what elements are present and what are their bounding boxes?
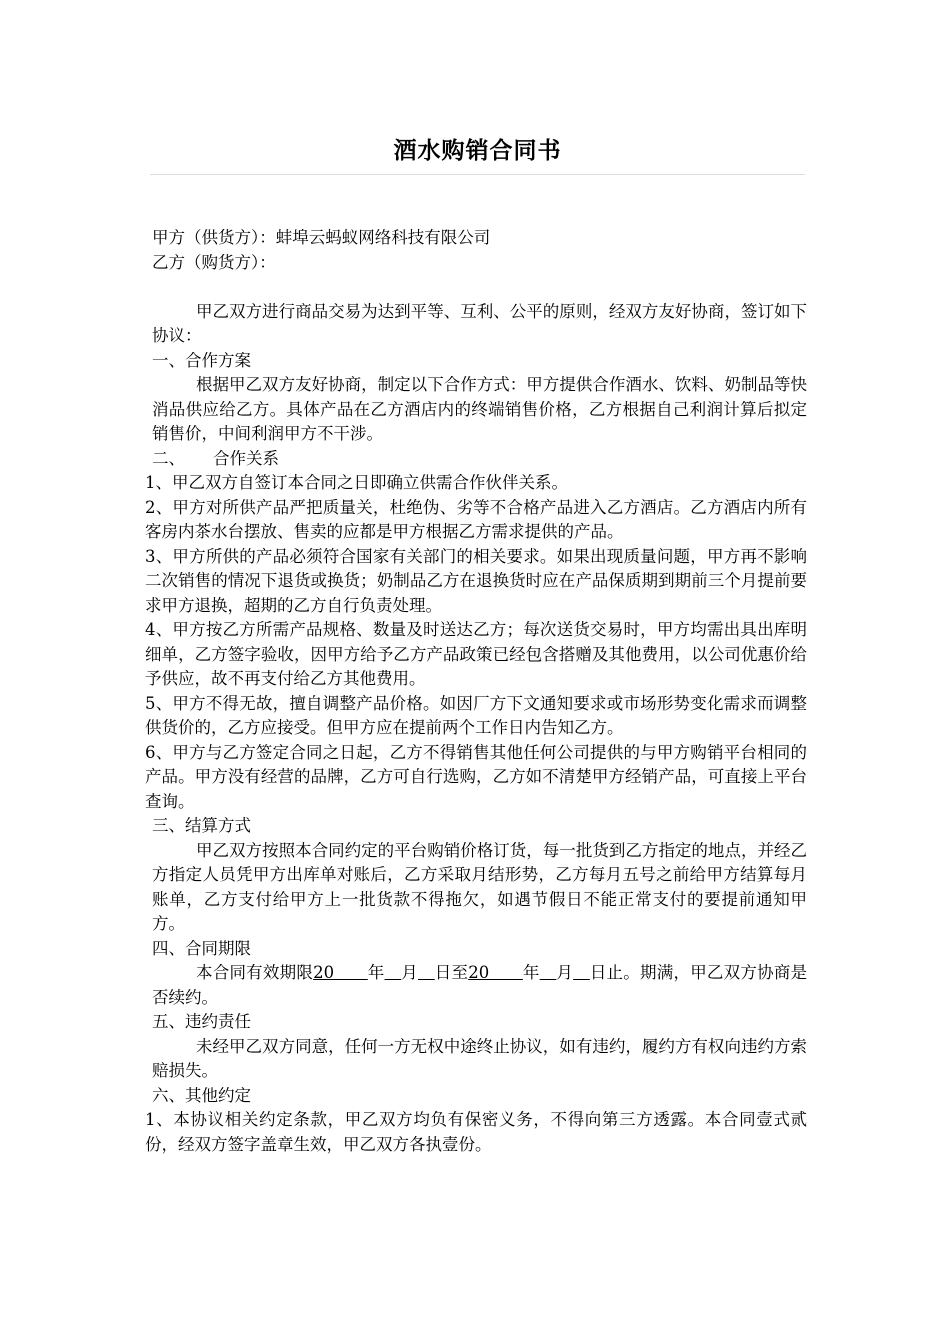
section-3-heading: 三、结算方式 — [152, 816, 251, 835]
term-text-g: 日止。期满，甲乙双方协商是否续约。 — [152, 963, 808, 1007]
party-b-line: 乙方（购货方）： — [152, 252, 276, 272]
section-1-body: 根据甲乙双方友好协商，制定以下合作方式：甲方提供合作酒水、饮料、奶制品等快消品供应给乙方。具体产品在乙方酒店内的终端销售价格，乙方根据自己利润计算后拟定销售价，中间利润甲方不干涉。 — [152, 375, 807, 443]
section-5-heading: 五、违约责任 — [152, 1012, 251, 1031]
contract-body — [145, 226, 807, 1157]
end-year-blank: 20 — [468, 963, 523, 982]
section-2-item-4: 4、甲方按乙方所需产品规格、数量及时送达乙方；每次送货交易时，甲方均需出具出库明细单，乙方签字验收，因甲方给予乙方产品政策已经包含搭赠及其他费用，以公司优惠价给予供应，故不再支付给乙方其他费用。 — [145, 620, 807, 688]
section-2-item-2: 2、甲方对所供产品严把质量关，杜绝伪、劣等不合格产品进入乙方酒店。乙方酒店内所有客房内茶水台摆放、售卖的应都是甲方根据乙方需求提供的产品。 — [145, 497, 807, 541]
start-year-blank: 20 — [313, 963, 368, 982]
term-text-f: 月 — [556, 963, 574, 982]
section-2-item-5: 5、甲方不得无故，擅自调整产品价格。如因厂方下文通知要求或市场形势变化需求而调整供货价的，乙方应接受。但甲方应在提前两个工作日内告知乙方。 — [145, 693, 807, 737]
section-2-number: 二、 — [152, 448, 185, 468]
party-a-line: 甲方（供货方）：蚌埠云蚂蚁网络科技有限公司 — [152, 228, 491, 247]
intro-paragraph: 甲乙双方进行商品交易为达到平等、互利、公平的原则，经双方友好协商，签订如下协议： — [152, 301, 807, 345]
section-2-item-6: 6、甲方与乙方签定合同之日起，乙方不得销售其他任何公司提供的与甲方购销平台相同的产品。甲方没有经营的品牌，乙方可自行选购，乙方如不清楚甲方经销产品，可直接上平台查询。 — [145, 742, 807, 811]
term-text-a: 本合同有效期限 — [196, 963, 314, 982]
start-day-blank — [418, 963, 435, 982]
term-text-b: 年 — [367, 963, 385, 982]
section-2-item-1: 1、甲乙双方自签订本合同之日即确立供需合作伙伴关系。 — [145, 473, 568, 492]
section-4-body — [145, 961, 807, 1010]
document-title: 酒水购销合同书 — [393, 137, 562, 164]
term-text-d: 日至 — [434, 963, 469, 982]
spacer — [145, 275, 807, 300]
section-6-heading: 六、其他约定 — [152, 1085, 251, 1105]
term-text-e: 年 — [522, 963, 540, 982]
section-4-heading: 四、合同期限 — [152, 938, 251, 958]
title-divider — [150, 174, 805, 175]
section-5-body: 未经甲乙双方同意，任何一方无权中途终止协议，如有违约，履约方有权向违约方索赔损失。 — [152, 1036, 807, 1080]
end-day-blank — [573, 963, 590, 982]
section-6-item-1: 1、本协议相关约定条款，甲乙双方均负有保密义务，不得向第三方透露。本合同壹式贰份，经双方签字盖章生效，甲乙双方各执壹份。 — [145, 1110, 807, 1154]
section-2-item-3: 3、甲方所供的产品必须符合国家有关部门的相关要求。如果出现质量问题，甲方再不影响二次销售的情况下退货或换货；奶制品乙方在退换货时应在产品保质期到期前三个月提前要求甲方退换，超期的乙方自行负责处理。 — [145, 546, 807, 615]
section-1-heading: 一、合作方案 — [152, 350, 251, 370]
section-2-heading — [145, 447, 807, 472]
start-month-blank — [385, 963, 402, 982]
term-text-c: 月 — [401, 963, 418, 982]
section-2-title: 合作关系 — [213, 448, 279, 468]
section-3-body: 甲乙双方按照本合同约定的平台购销价格订货，每一批货到乙方指定的地点，并经乙方指定人员凭甲方出库单对账后，乙方采取月结形势，乙方每月五号之前给甲方结算每月账单，乙方支付给甲方上一批货款不得拖欠，如遇节假日不能正常支付的要提前通知甲方。 — [152, 840, 807, 933]
end-month-blank — [540, 963, 557, 982]
